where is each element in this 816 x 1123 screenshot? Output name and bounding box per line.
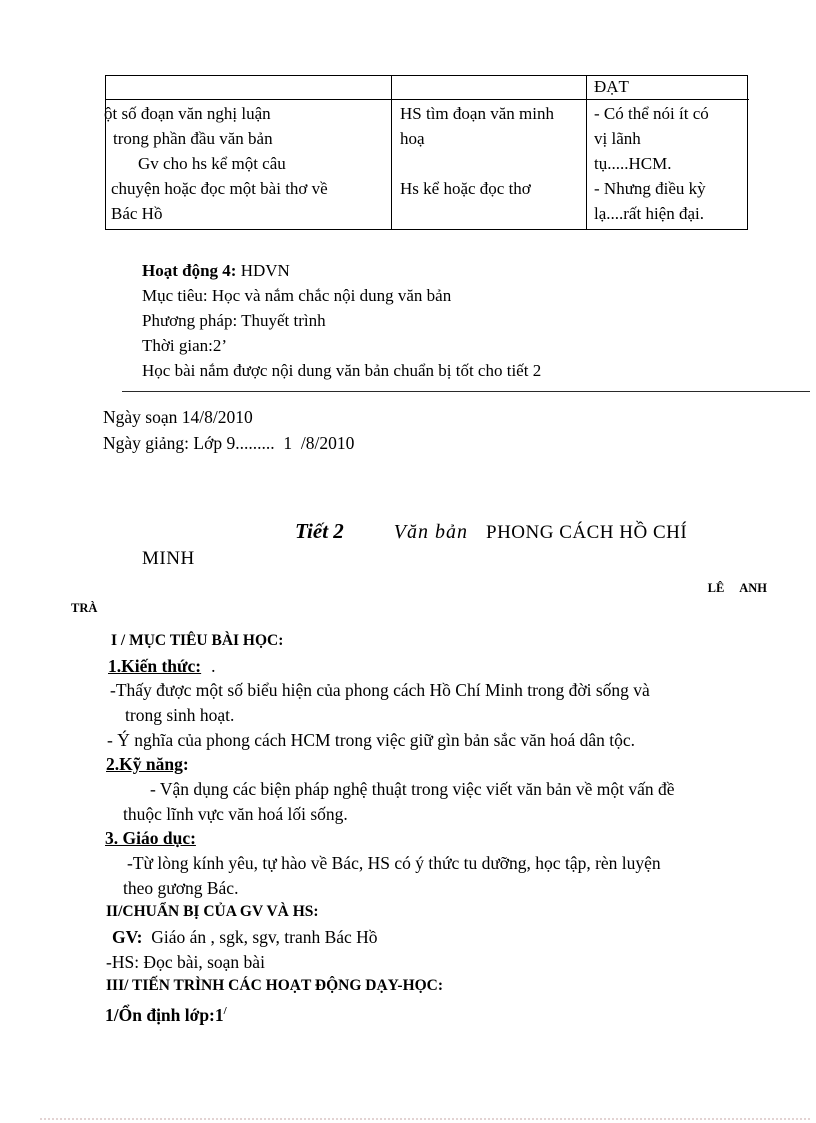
education-point-1-cont: theo gương Bác. bbox=[123, 877, 239, 898]
table-line: Bác Hồ bbox=[111, 204, 163, 223]
heading-skills-text: 2.Kỹ năng bbox=[106, 754, 183, 775]
procedure-step-1-text: 1/Ổn định lớp:1 bbox=[105, 1004, 224, 1025]
table-line: tụ.....HCM. bbox=[594, 154, 672, 173]
heading-skills-colon: : bbox=[182, 754, 189, 775]
skills-point-1: - Vận dụng các biện pháp nghệ thuật trong việc viết văn bản về một vấn đề bbox=[150, 778, 675, 799]
activity-goal-line: Mục tiêu: Học và nắm chắc nội dung văn bản bbox=[142, 286, 452, 305]
activity-homework-line: Học bài nắm được nội dung văn bản chuẩn bị tốt cho tiết 2 bbox=[142, 361, 542, 380]
table-line: chuyện hoặc đọc một bài thơ về bbox=[111, 179, 328, 198]
section-divider-line bbox=[122, 391, 810, 392]
gv-label: GV: bbox=[112, 926, 143, 947]
heading-objectives: I / MỤC TIÊU BÀI HỌC: bbox=[111, 632, 284, 649]
knowledge-point-1: -Thấy được một số biểu hiện của phong cách Hồ Chí Minh trong đời sống và bbox=[110, 680, 650, 701]
activity-value: HDVN bbox=[236, 261, 290, 280]
assessment-table bbox=[105, 75, 748, 230]
knowledge-point-2: - Ý nghĩa của phong cách HCM trong việc giữ gìn bản sắc văn hoá dân tộc. bbox=[107, 729, 636, 750]
lesson-title-line bbox=[295, 519, 687, 544]
lesson-number: Tiết 2 bbox=[295, 519, 344, 543]
heading-preparation: II/CHUẨN BỊ CỦA GV VÀ HS: bbox=[106, 903, 319, 921]
heading-knowledge-dot: . bbox=[211, 655, 216, 676]
table-paragraph: Hs kể hoặc đọc thơ bbox=[400, 179, 531, 198]
heading-skills bbox=[105, 752, 777, 777]
preparation-gv-line bbox=[105, 925, 777, 950]
skills-point-1-cont: thuộc lĩnh vực văn hoá lối sống. bbox=[123, 803, 348, 824]
author-name-line2: TRÀ bbox=[71, 601, 98, 615]
preparation-hs-line: -HS: Đọc bài, soạn bài bbox=[106, 951, 265, 972]
table-cell-result bbox=[586, 99, 749, 229]
table-line: lạ....rất hiện đại. bbox=[594, 204, 704, 223]
table-line: Gv cho hs kể một câu bbox=[138, 154, 286, 173]
activity-time-line: Thời gian:2’ bbox=[142, 336, 227, 355]
date-composed-line: Ngày soạn 14/8/2010 bbox=[103, 407, 253, 427]
dates-block bbox=[103, 404, 354, 456]
table-line: ột số đoạn văn nghị luận bbox=[104, 104, 271, 123]
table-header-cell-dat: ĐẠT bbox=[586, 76, 749, 99]
table-header-cell-2 bbox=[391, 76, 586, 99]
heading-education bbox=[105, 826, 777, 851]
activity-label: Hoạt động 4: bbox=[142, 261, 237, 280]
knowledge-point-1-cont: trong sinh hoạt. bbox=[125, 704, 235, 725]
heading-knowledge bbox=[105, 654, 777, 679]
table-line: - Nhưng điều kỳ bbox=[594, 179, 706, 198]
table-header-cell-1 bbox=[106, 76, 391, 99]
text-type-label: Văn bản bbox=[393, 521, 469, 543]
heading-education-text: 3. Giáo dục: bbox=[105, 828, 196, 849]
author-name-line1: LÊ ANH bbox=[707, 581, 767, 595]
gv-text: Giáo án , sgk, sgv, tranh Bác Hồ bbox=[142, 926, 378, 947]
heading-procedure: III/ TIẾN TRÌNH CÁC HOẠT ĐỘNG DẠY-HỌC: bbox=[106, 977, 444, 995]
minute-mark: / bbox=[223, 1004, 227, 1017]
lesson-title-part1: PHONG CÁCH HỒ CHÍ bbox=[486, 522, 688, 543]
table-cell-teacher-activity bbox=[106, 99, 391, 229]
activity-title-line bbox=[142, 258, 541, 283]
education-point-1: -Từ lòng kính yêu, tự hào về Bác, HS có ý thức tu dưỡng, học tập, rèn luyện bbox=[127, 852, 661, 873]
table-cell-student-activity bbox=[391, 99, 586, 229]
activity-method-line: Phương pháp: Thuyết trình bbox=[142, 311, 326, 330]
procedure-step-1 bbox=[105, 999, 777, 1027]
heading-knowledge-text: 1.Kiến thức: bbox=[108, 655, 202, 676]
lesson-body bbox=[105, 629, 777, 1027]
table-paragraph: HS tìm đoạn văn minh hoạ bbox=[400, 104, 559, 148]
table-line: - Có thể nói ít có bbox=[594, 104, 709, 123]
lesson-title-part2: MINH bbox=[142, 548, 195, 569]
table-line: trong phần đầu văn bản bbox=[113, 129, 273, 148]
table-line: vị lãnh bbox=[594, 129, 641, 148]
activity-4-block bbox=[142, 258, 541, 383]
date-taught-line: Ngày giảng: Lớp 9......... 1 /8/2010 bbox=[103, 433, 355, 453]
footer-dotted-line bbox=[40, 1118, 810, 1120]
